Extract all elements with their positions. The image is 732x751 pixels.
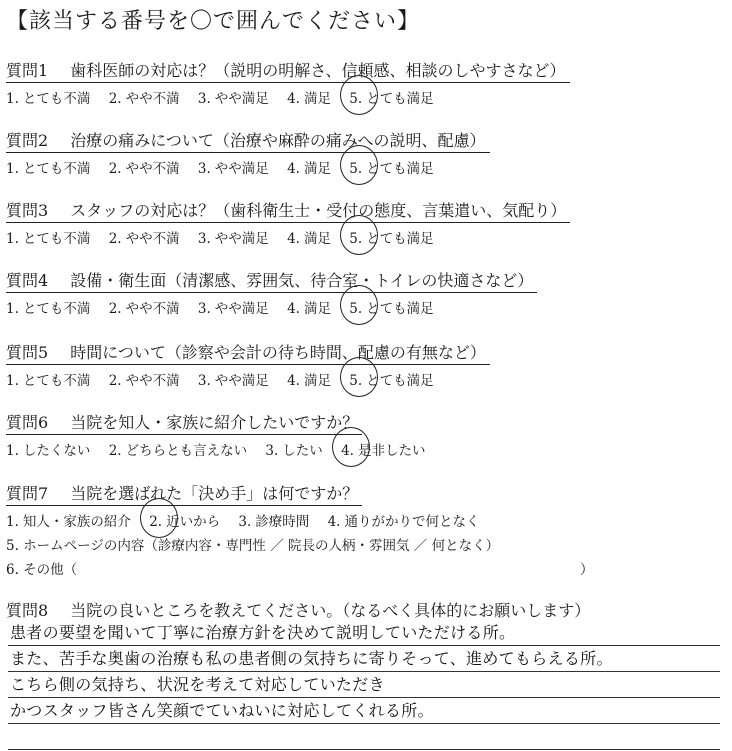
option-1[interactable]: 1. とても不満 <box>6 373 91 389</box>
question-text: 当院の良いところを教えてください。（なるべく具体的にお願いします） <box>70 601 591 620</box>
option-6-close: ） <box>580 562 594 578</box>
question-1 <box>6 58 726 107</box>
option-5-selected[interactable]: 5. とても満足 <box>349 87 433 107</box>
option-4[interactable]: 4. 満足 <box>287 373 331 389</box>
option-3[interactable]: 3. やや満足 <box>197 231 269 247</box>
rating-options <box>6 157 726 177</box>
option-6-label: 6. その他（ <box>6 562 78 578</box>
question-number: 質問5 <box>6 343 49 362</box>
question-title <box>6 340 490 365</box>
rating-options <box>6 369 726 389</box>
option-4[interactable]: 4. 満足 <box>287 231 331 247</box>
answer-lines[interactable] <box>8 620 720 750</box>
question-text: 当院を選ばれた「決め手」は何ですか？ <box>70 484 359 503</box>
option-2[interactable]: 2. やや不満 <box>108 91 180 107</box>
question-text: 治療の痛みについて（治療や麻酔の痛みへの説明、配慮） <box>70 131 486 150</box>
question-2 <box>6 128 726 177</box>
option-2[interactable]: 2. やや不満 <box>108 373 180 389</box>
option-1[interactable]: 1. とても不満 <box>6 301 91 317</box>
question-number: 質問3 <box>6 201 49 220</box>
option-2[interactable]: 2. どちらとも言えない <box>108 443 248 459</box>
question-title <box>6 598 594 622</box>
answer-line[interactable] <box>8 724 720 750</box>
rating-options <box>6 87 726 107</box>
option-1[interactable]: 1. とても不満 <box>6 91 91 107</box>
option-3[interactable]: 3. 診療時間 <box>238 514 310 530</box>
option-1[interactable]: 1. したくない <box>6 443 91 459</box>
option-2[interactable]: 2. やや不満 <box>108 231 180 247</box>
question-5 <box>6 340 726 389</box>
option-5-selected[interactable]: 5. とても満足 <box>349 369 433 389</box>
option-4[interactable]: 4. 満足 <box>287 161 331 177</box>
rating-options <box>6 439 726 459</box>
option-5-selected[interactable]: 5. とても満足 <box>349 157 433 177</box>
question-title <box>6 410 362 435</box>
option-5-selected[interactable]: 5. とても満足 <box>349 297 433 317</box>
option-3[interactable]: 3. やや満足 <box>197 161 269 177</box>
question-7 <box>6 481 726 578</box>
question-4 <box>6 268 726 317</box>
question-text: 時間について（診察や会計の待ち時間、配慮の有無など） <box>70 343 486 362</box>
option-1[interactable]: 1. とても不満 <box>6 231 91 247</box>
rating-options <box>6 297 726 317</box>
option-4[interactable]: 4. 満足 <box>287 301 331 317</box>
answer-line[interactable] <box>8 698 720 724</box>
option-3[interactable]: 3. したい <box>265 443 323 459</box>
answer-line[interactable] <box>8 620 720 646</box>
question-title <box>6 198 570 223</box>
question-6 <box>6 410 726 459</box>
form-heading: 【該当する番号を〇で囲んでください】 <box>6 9 421 34</box>
question-number: 質問2 <box>6 131 49 150</box>
answer-line[interactable] <box>8 646 720 672</box>
question-number: 質問8 <box>6 601 49 620</box>
option-3[interactable]: 3. やや満足 <box>197 91 269 107</box>
option-6-other[interactable] <box>6 558 726 578</box>
question-title <box>6 268 537 293</box>
option-5[interactable]: 5. ホームページの内容（診療内容・専門性 ／ 院長の人柄・雰囲気 ／ 何となく） <box>6 538 500 554</box>
option-1[interactable]: 1. 知人・家族の紹介 <box>6 514 131 530</box>
rating-options <box>6 227 726 247</box>
question-title <box>6 58 570 83</box>
question-text: 当院を知人・家族に紹介したいですか？ <box>70 413 359 432</box>
option-3[interactable]: 3. やや満足 <box>197 301 269 317</box>
option-2[interactable]: 2. やや不満 <box>108 161 180 177</box>
option-4[interactable]: 4. 満足 <box>287 91 331 107</box>
option-1[interactable]: 1. とても不満 <box>6 161 91 177</box>
question-3 <box>6 198 726 247</box>
question-text: スタッフの対応は？（歯科衛生士・受付の態度、言葉遣い、気配り） <box>70 201 567 220</box>
option-2-selected[interactable]: 2. 近いから <box>149 510 220 530</box>
option-2[interactable]: 2. やや不満 <box>108 301 180 317</box>
choice-options <box>6 510 726 530</box>
option-3[interactable]: 3. やや満足 <box>197 373 269 389</box>
question-number: 質問7 <box>6 484 49 503</box>
question-number: 質問1 <box>6 61 49 80</box>
question-text: 歯科医師の対応は？（説明の明解さ、信頼感、相談のしやすさなど） <box>70 61 566 80</box>
question-title <box>6 128 490 153</box>
handwritten-answer: また、苦手な奥歯の治療も私の患者側の気持ちに寄りそって、進めてもらえる所。 <box>10 649 613 668</box>
option-5-selected[interactable]: 5. とても満足 <box>349 227 433 247</box>
handwritten-answer: こちら側の気持ち、状況を考えて対応していただき <box>10 675 385 694</box>
option-4[interactable]: 4. 通りがかりで何となく <box>327 514 480 530</box>
question-text: 設備・衛生面（清潔感、雰囲気、待合室・トイレの快適さなど） <box>70 271 534 290</box>
question-title <box>6 481 362 506</box>
handwritten-answer: かつスタッフ皆さん笑顔でていねいに対応してくれる所。 <box>10 701 434 720</box>
answer-line[interactable] <box>8 672 720 698</box>
question-8 <box>6 598 726 622</box>
option-4-selected[interactable]: 4. 是非したい <box>341 439 425 459</box>
handwritten-answer: 患者の要望を聞いて丁寧に治療方針を決めて説明していただける所。 <box>10 623 516 642</box>
question-number: 質問4 <box>6 271 49 290</box>
question-number: 質問6 <box>6 413 49 432</box>
